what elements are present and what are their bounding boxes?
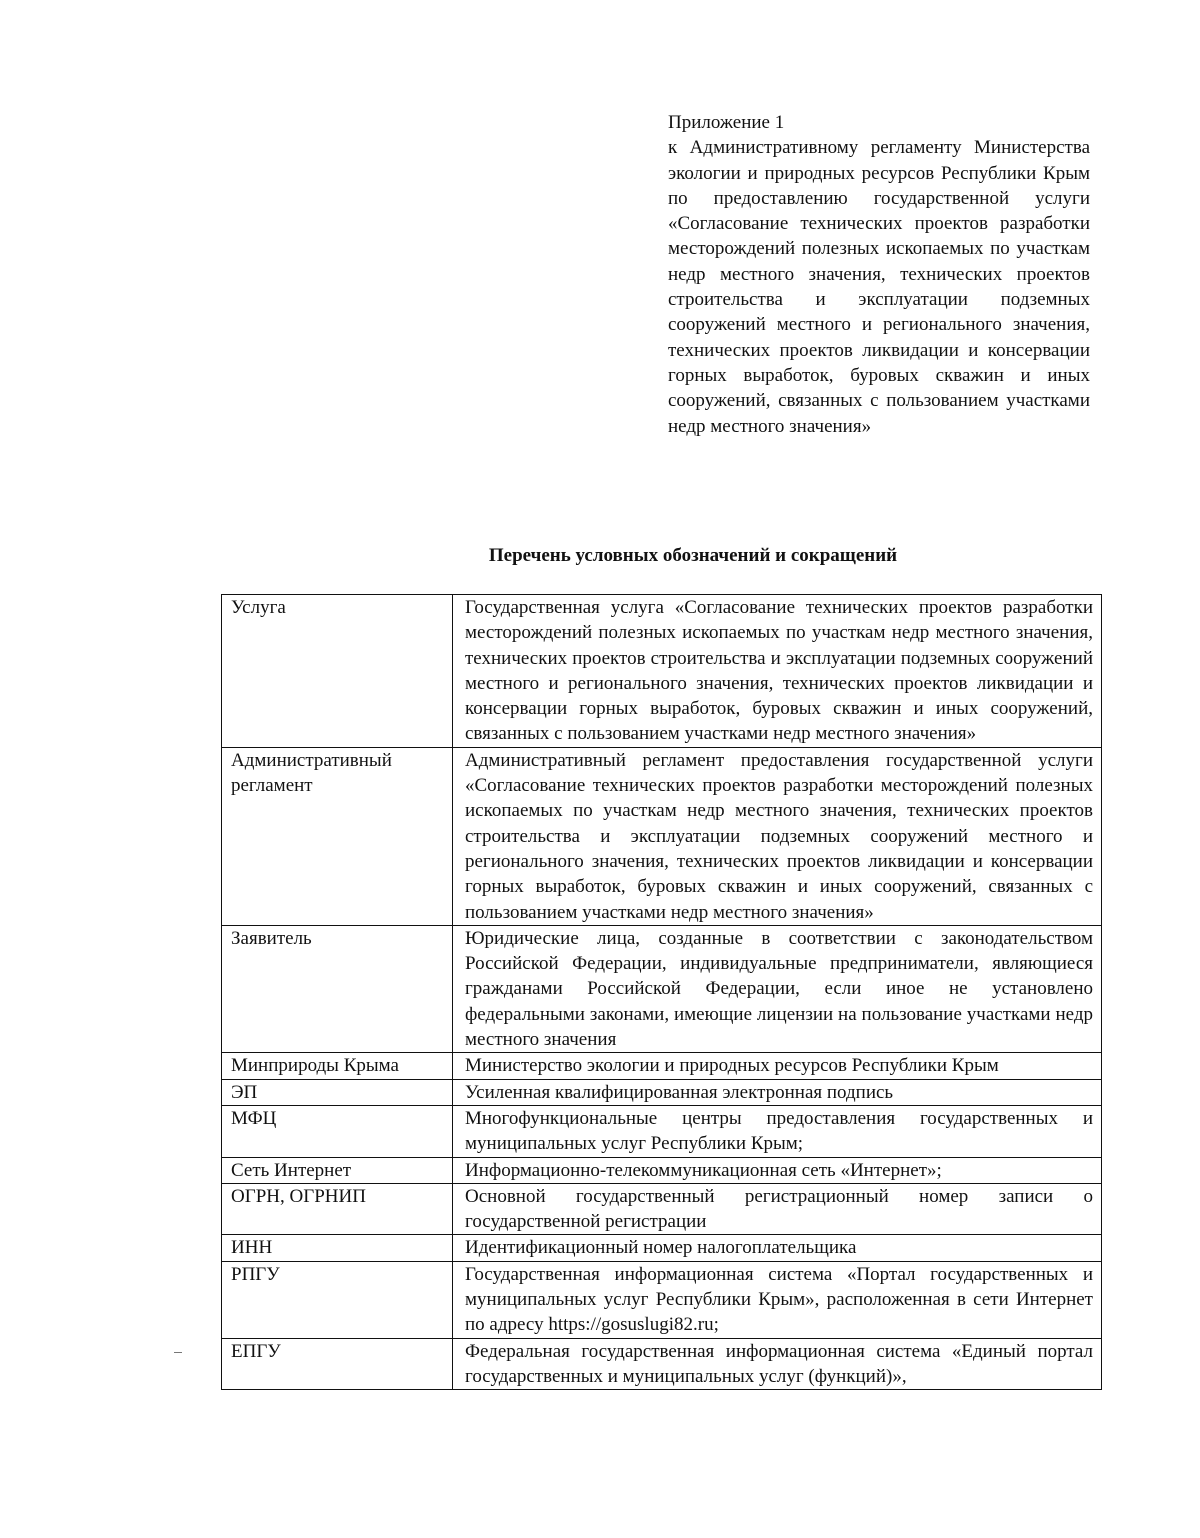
table-row [222, 1235, 1102, 1261]
table-row [222, 1338, 1102, 1390]
definition-cell: Федеральная государственная информационная система «Единый портал государственных и муниципальных услуг (функций)», [453, 1338, 1102, 1390]
definition-cell: Усиленная квалифицированная электронная подпись [453, 1079, 1102, 1105]
table-row [222, 1105, 1102, 1157]
list-title: Перечень условных обозначений и сокращений [488, 545, 898, 566]
definition-cell: Информационно-телекоммуникационная сеть «Интернет»; [453, 1157, 1102, 1183]
table-row [222, 595, 1102, 748]
definition-cell: Идентификационный номер налогоплательщика [453, 1235, 1102, 1261]
definition-cell: Многофункциональные центры предоставления государственных и муниципальных услуг Республики Крым; [453, 1105, 1102, 1157]
table-row [222, 1079, 1102, 1105]
table-row [222, 1261, 1102, 1338]
definition-cell: Основной государственный регистрационный номер записи о государственной регистрации [453, 1183, 1102, 1235]
term-cell: Услуга [222, 595, 453, 748]
annex-text: к Административному регламенту Министерства экологии и природных ресурсов Республики Крым по предоставлению государственной услуги «Согласование технических проектов разработки месторождений полезных ископаемых по участкам недр местного значения, технических проектов строительства и эксплуатации подземных сооружений местного и регионального значения, технических проектов ликвидации и консервации горных выработок, буровых скважин и иных сооружений, связанных с пользованием участками недр местного значения» [668, 137, 1090, 437]
term-cell: РПГУ [222, 1261, 453, 1338]
definition-cell: Юридические лица, созданные в соответствии с законодательством Российской Федерации, индивидуальные предприниматели, являющиеся гражданами Российской Федерации, если иное не установлено федеральными законами, имеющие лицензии на пользование участками недр местного значения [453, 925, 1102, 1052]
definition-cell: Министерство экологии и природных ресурсов Республики Крым [453, 1053, 1102, 1079]
term-cell: Минприроды Крыма [222, 1053, 453, 1079]
annex-block [668, 110, 1090, 439]
term-cell: ИНН [222, 1235, 453, 1261]
abbreviations-table [221, 594, 1102, 1390]
table-row [222, 1053, 1102, 1079]
table-row [222, 1157, 1102, 1183]
table-row [222, 1183, 1102, 1235]
term-cell: Административный регламент [222, 747, 453, 925]
term-cell: Сеть Интернет [222, 1157, 453, 1183]
definition-cell: Государственная услуга «Согласование технических проектов разработки месторождений полезных ископаемых по участкам недр местного значения, технических проектов строительства и эксплуатации подземных сооружений местного и регионального значения, технических проектов ликвидации и консервации горных выработок, буровых скважин и иных сооружений, связанных с пользованием участками недр местного значения» [453, 595, 1102, 748]
definition-cell: Административный регламент предоставления государственной услуги «Согласование технических проектов разработки месторождений полезных ископаемых по участкам недр местного значения, технических проектов строительства и эксплуатации подземных сооружений местного и регионального значения, технических проектов ликвидации и консервации горных выработок, буровых скважин и иных сооружений, связанных с пользованием участками недр местного значения» [453, 747, 1102, 925]
table-row [222, 747, 1102, 925]
term-cell: ОГРН, ОГРНИП [222, 1183, 453, 1235]
annex-title: Приложение 1 [668, 112, 785, 133]
term-cell: Заявитель [222, 925, 453, 1052]
term-cell: МФЦ [222, 1105, 453, 1157]
term-cell: ЕПГУ [222, 1338, 453, 1390]
scan-mark [174, 1352, 182, 1353]
table-row [222, 925, 1102, 1052]
definition-cell: Государственная информационная система «Портал государственных и муниципальных услуг Республики Крым», расположенная в сети Интернет по адресу https://gosuslugi82.ru; [453, 1261, 1102, 1338]
term-cell: ЭП [222, 1079, 453, 1105]
